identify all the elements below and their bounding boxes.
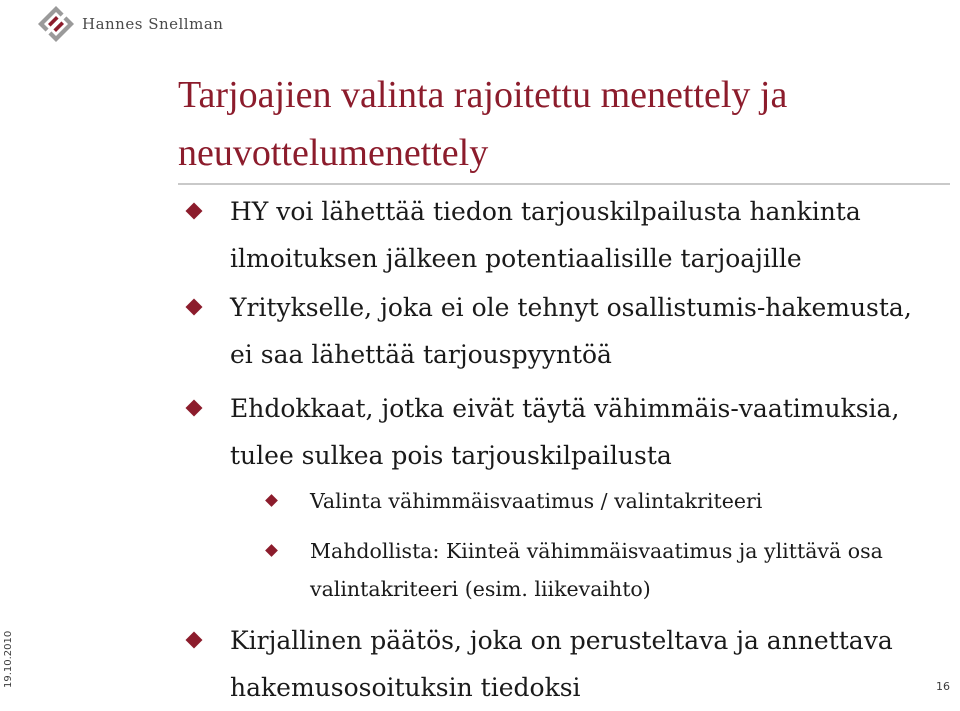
sub-bullet-text: Valinta vähimmäisvaatimus / valintakriteeri: [310, 489, 763, 513]
bullet-text: Ehdokkaat, jotka eivät täytä vähimmäis-vaatimuksia, tulee sulkea pois tarjouskilpailusta: [230, 394, 900, 470]
hannes-snellman-logo-icon: [36, 4, 76, 44]
bullet-text: Kirjallinen päätös, joka on perusteltava ja annettava hakemusosoituksin tiedoksi: [230, 626, 893, 702]
title-divider: [178, 183, 950, 185]
slide-date: 19.10.2010: [3, 630, 14, 688]
bullet-item: [182, 284, 942, 378]
slide-title-line-1: Tarjoajien valinta rajoitettu menettely ja: [178, 74, 788, 116]
logo-text: Hannes Snellman: [82, 15, 224, 33]
bullet-text: Yritykselle, joka ei ole tehnyt osallistumis-hakemusta, ei saa lähettää tarjouspyyntöä: [230, 293, 912, 369]
slide-title: [178, 66, 938, 182]
bullet-item: [182, 188, 942, 282]
page-number: 16: [936, 680, 950, 693]
logo: [36, 4, 223, 44]
bullet-text: HY voi lähettää tiedon tarjouskilpailusta hankinta ilmoituksen jälkeen potentiaalisille tarjoajille: [230, 197, 861, 273]
bullet-item: [182, 385, 942, 479]
sub-bullet-text: Mahdollista: Kiinteä vähimmäisvaatimus ja ylittävä osa valintakriteeri (esim. liikevaihto): [310, 539, 883, 601]
slide-title-line-2: neuvottelumenettely: [178, 132, 489, 174]
sub-bullet-item: [262, 482, 942, 520]
sub-bullet-item: [262, 532, 942, 608]
